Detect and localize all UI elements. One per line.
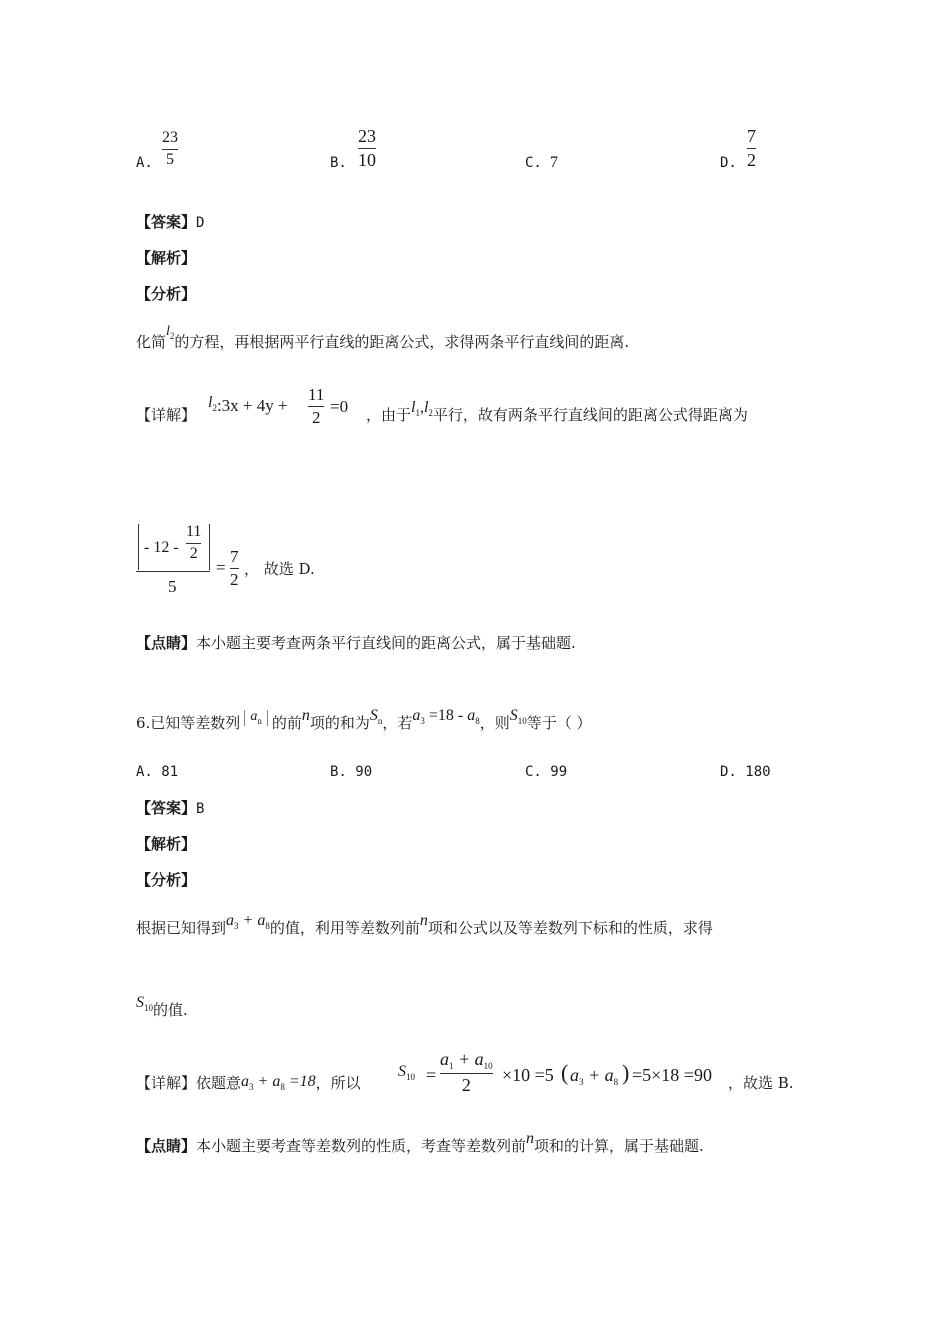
q6-detail-paren-close: ) <box>622 1060 630 1085</box>
answer-tag: 【答案】 <box>136 213 197 231</box>
q5-distance-denominator: 5 <box>168 577 177 596</box>
q5-dianjing: 【点睛】本小题主要考查两条平行直线间的距离公式，属于基础题. <box>136 634 576 652</box>
q5-detail-text: ，由于$l_1,l_2$平行，故有两条平行直线间的距离公式得距离为 <box>366 399 748 424</box>
q6-detail-result: =5×18 =90 <box>632 1065 712 1085</box>
q6-detail-times: ×10 =5 <box>502 1065 554 1085</box>
q6-option-b: B. 90 <box>330 764 373 780</box>
q6-analysis: 根据已知得到$a_3 + a_8$的值，利用等差数列前n项和公式以及等差数列下标和的性质，求得 <box>136 912 713 937</box>
q6-detail-paren-open: ( <box>561 1060 569 1085</box>
option-d-fraction: 7 2 <box>747 126 756 170</box>
q6-detail-eq: = <box>426 1065 437 1085</box>
inner-fraction: 11 2 <box>186 523 202 562</box>
q6-answer: 【答案】B <box>136 799 205 817</box>
option-c-value: 7 <box>550 154 558 171</box>
q6-detail-paren-content: $a_3 + a_8$ <box>570 1065 619 1087</box>
option-c-label: C. <box>525 155 542 171</box>
q5-distance-result: 7 2 <box>230 547 239 589</box>
q5-conclusion: ， 故选 D. <box>244 560 315 578</box>
option-a-label: A. <box>136 155 153 171</box>
option-a-fraction: 23 5 <box>162 129 178 168</box>
q6-conclusion: ，故选 B. <box>728 1074 794 1092</box>
q5-detail-tag: 【详解】 <box>136 406 197 424</box>
q5-distance-numerator: - 12 - 11 2 <box>136 520 210 568</box>
q5-detail-equation: $l_2:3x + 4y$ + <box>208 394 288 415</box>
option-b-fraction: 23 10 <box>358 126 376 170</box>
answer-value: D <box>196 215 205 231</box>
q5-detail-eq-fraction: 11 2 <box>308 385 325 427</box>
q5-fenxi-tag: 【分析】 <box>136 285 197 303</box>
q6-detail-S10: $S_{10}$ <box>398 1063 415 1082</box>
q6-option-c: C. 99 <box>525 764 568 780</box>
q6-option-d: D. 180 <box>720 764 771 780</box>
q5-jiexi-tag: 【解析】 <box>136 249 197 267</box>
q6-dianjing: 【点睛】本小题主要考查等差数列的性质，考查等差数列前n项和的计算，属于基础题. <box>136 1130 704 1155</box>
q5-analysis: 化简$l_2$的方程，再根据两平行直线的距离公式，求得两条平行直线间的距离. <box>136 324 630 351</box>
q6-fenxi-tag: 【分析】 <box>136 871 197 889</box>
q6-detail-fraction: $a_1 + a_{10}$ 2 <box>440 1049 493 1096</box>
q6-jiexi-tag: 【解析】 <box>136 835 197 853</box>
q5-distance-bar <box>136 571 210 572</box>
q5-detail-eq-right: =0 <box>330 397 349 416</box>
q5-distance-equals: = <box>216 558 226 577</box>
q6-analysis-line2: $S_{10}$的值. <box>136 994 188 1019</box>
q5-answer <box>136 215 204 230</box>
option-b-label: B. <box>330 155 347 171</box>
q6-detail: 【详解】依题意$a_3 + a_8 =18$，所以 <box>136 1073 361 1092</box>
q6-option-a: A. 81 <box>136 764 179 780</box>
option-d-label: D. <box>720 155 737 171</box>
q6-stem: 6.已知等差数列 $a_n$ 的前n项的和为$S_n$，若$a_3 =18 - a_8$，则$S_{10}$等于（ ） <box>136 707 592 732</box>
